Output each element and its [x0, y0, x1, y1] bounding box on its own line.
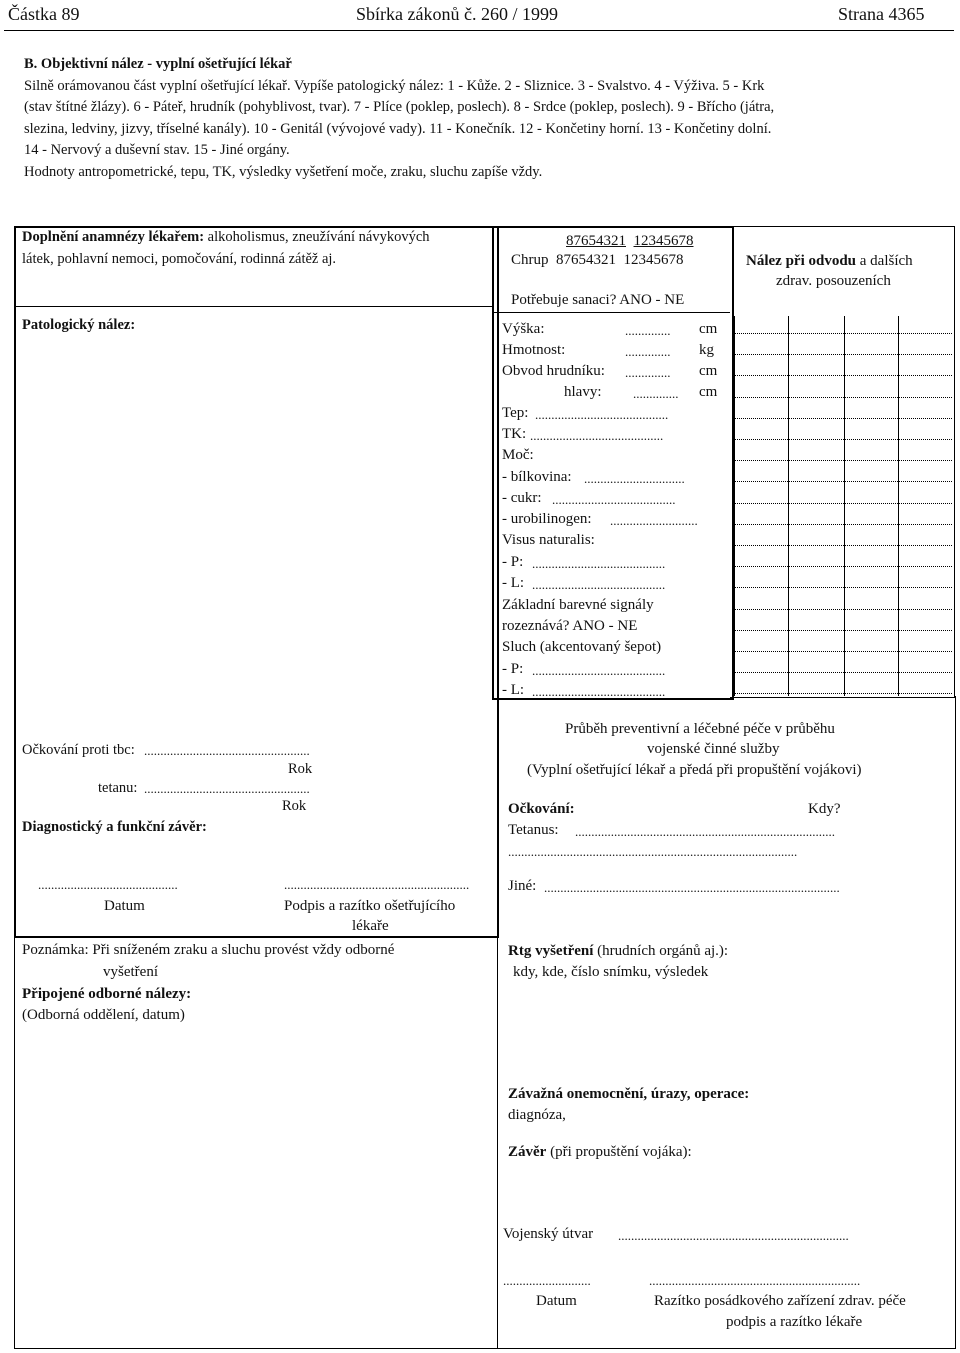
zaver-propusteni: [508, 1143, 692, 1162]
vyska-label: Výška:: [502, 321, 545, 337]
nalez-odvod-bold: Nález při odvodu: [746, 253, 857, 269]
rtg-line1: [508, 942, 728, 961]
visus-l-dots: .........................................: [532, 577, 666, 592]
nalez-odvod-line2: zdrav. posouzeních: [776, 273, 891, 289]
bilkovina-label: - bílkovina:: [502, 469, 572, 485]
tetanus-dots: ................................................................................: [575, 824, 835, 839]
intro-line: slezina, ledviny, jizvy, tříselné kanály). 10 - Genitál (vývojové vady). 11 - Konečník. 12 - Končetiny horní. 13 - Končetiny dolní.: [24, 120, 772, 137]
moc-label: Moč:: [502, 447, 534, 463]
hlavy-unit: cm: [699, 384, 718, 400]
header-center: Sbírka zákonů č. 260 / 1999: [356, 4, 558, 24]
header-left: Částka 89: [8, 4, 80, 24]
anamneza-line2: látek, pohlavní nemoci, pomočování, rodinná zátěž aj.: [22, 251, 337, 267]
urobilinogen-dots: ...........................: [610, 513, 698, 528]
chrup-bottom-left: 87654321: [556, 252, 616, 268]
jine-label: Jiné:: [508, 878, 537, 894]
sanace: Potřebuje sanaci? ANO - NE: [511, 292, 685, 308]
intro-line: Silně orámovanou část vyplní ošetřující lékař. Vypíše patologický nález: 1 - Kůže. 2 - Sliznice. 3 - Svalstvo. 4 - Výživa. 5 - Krk: [24, 77, 765, 94]
zaver-bold: Závěr: [508, 1144, 547, 1160]
utvar-dots: .......................................................................: [618, 1228, 849, 1243]
poznamka-line2: vyšetření: [103, 964, 158, 980]
poznamka-line3: (Odborná oddělení, datum): [22, 1007, 185, 1023]
utvar-datum-dots: ...........................: [503, 1273, 591, 1288]
hmotnost-dots: ..............: [625, 344, 671, 359]
pripojene-label: Připojené odborné nálezy:: [22, 986, 192, 1002]
utvar-label: Vojenský útvar: [503, 1226, 594, 1242]
obvod-dots: ..............: [625, 365, 671, 380]
prubeh-line3: (Vyplní ošetřující lékař a předá při propuštění vojákovi): [527, 762, 862, 778]
intro-section: [24, 54, 949, 183]
rtg-line2: kdy, kde, číslo snímku, výsledek: [513, 964, 709, 980]
intro-line: 14 - Nervový a duševní stav. 15 - Jiné orgány.: [24, 142, 290, 158]
grid-dotted-row: [734, 672, 952, 673]
rtg-rest: (hrudních orgánů aj.):: [593, 943, 729, 959]
obvod-label: Obvod hrudníku:: [502, 363, 605, 379]
grid-dotted-row: [734, 545, 952, 546]
grid-dotted-row: [734, 354, 952, 355]
right-frame: [730, 226, 955, 698]
grid-dotted-row: [734, 609, 952, 610]
visus-p-dots: .........................................: [532, 556, 666, 571]
sluch-label: Sluch (akcentovaný šepot): [502, 639, 662, 655]
anamneza-divider: [14, 306, 494, 307]
grid-dotted-row: [734, 481, 952, 482]
datum-label: Datum: [104, 898, 145, 914]
chrup-label: Chrup: [511, 252, 549, 268]
vyska-dots: ..............: [625, 323, 671, 338]
sluch-l-label: - L:: [502, 682, 525, 698]
nalez-odvod-rest1: a dalších: [856, 253, 913, 269]
visus-l-label: - L:: [502, 575, 525, 591]
hmotnost-label: Hmotnost:: [502, 342, 566, 358]
sluch-p-dots: .........................................: [532, 663, 666, 678]
tbc-dots: ...................................................: [144, 743, 310, 758]
chrup-top-row: [566, 232, 694, 251]
utvar-datum-label: Datum: [536, 1293, 577, 1309]
razitko-line1: Razítko posádkového zařízení zdrav. péče: [654, 1293, 906, 1309]
grid-dotted-row: [734, 587, 952, 588]
chrup-top-right: 12345678: [633, 233, 694, 249]
grid-dotted-row: [734, 630, 952, 631]
ockovani-label: Očkování:: [508, 801, 575, 817]
tetanu-dots: ...................................................: [144, 781, 310, 796]
chrup-divider: [493, 312, 730, 313]
grid-column-line: [898, 316, 899, 696]
grid-dotted-row: [734, 460, 952, 461]
grid-dotted-row: [734, 693, 952, 694]
grid-dotted-row: [734, 503, 952, 504]
grid-dotted-row: [734, 418, 952, 419]
patologicky-nalez-label: Patologický nález:: [22, 317, 136, 333]
lower-divider: [497, 696, 498, 1348]
nalez-odvod-line1: [746, 252, 913, 271]
grid-dotted-row: [734, 333, 952, 334]
grid-dotted-row: [734, 651, 952, 652]
tetanu-label: tetanu:: [98, 780, 138, 796]
obvod-unit: cm: [699, 363, 718, 379]
hlavy-dots: ..............: [633, 386, 679, 401]
zaver-rest: (při propuštění vojáka):: [546, 1144, 692, 1160]
barvy-line1: Základní barevné signály: [502, 597, 654, 613]
header-right: Strana 4365: [838, 4, 925, 24]
intro-title: B. Objektivní nález - vyplní ošetřující lékař: [24, 56, 292, 72]
zavazna-label: Závažná onemocnění, úrazy, operace:: [508, 1086, 750, 1102]
intro-line: (stav štítné žlázy). 6 - Páteř, hrudník (pohyblivost, tvar). 7 - Plíce (poklep, poslech). 8 - Srdce (poklep, poslech). 9 - Břícho (játra,: [24, 99, 775, 115]
urobilinogen-label: - urobilinogen:: [502, 511, 592, 527]
anamneza-label: Doplnění anamnézy lékařem:: [22, 229, 205, 245]
rok-2: Rok: [282, 798, 307, 814]
grid-column-line: [788, 316, 789, 696]
podpis-label2: lékaře: [352, 918, 389, 934]
header-rule: [4, 30, 954, 31]
barvy-line2: rozeznává? ANO - NE: [502, 618, 638, 634]
intro-line: Hodnoty antropometrické, tepu, TK, výsledky vyšetření moče, zraku, sluchu zapíše vždy.: [24, 163, 543, 180]
visus-p-label: - P:: [502, 554, 524, 570]
tep-label: Tep:: [502, 405, 529, 421]
jine-dots: ...........................................................................................: [544, 880, 840, 895]
cukr-dots: ......................................: [552, 492, 676, 507]
tk-dots: .........................................: [530, 428, 664, 443]
prubeh-line1: Průběh preventivní a léčebné péče v průběhu: [565, 721, 835, 737]
zaver-label: Diagnostický a funkční závěr:: [22, 819, 207, 835]
grid-dotted-row: [734, 566, 952, 567]
tep-dots: .........................................: [535, 407, 669, 422]
ockovani-dots: .........................................................................................: [508, 844, 798, 859]
hmotnost-unit: kg: [699, 342, 714, 358]
grid-dotted-row: [734, 397, 952, 398]
podpis-dots: .........................................................: [284, 877, 470, 892]
bilkovina-dots: ...............................: [584, 471, 685, 486]
grid-dotted-row: [734, 375, 952, 376]
rtg-bold: Rtg vyšetření: [508, 943, 594, 959]
datum-dots: ...........................................: [38, 877, 178, 892]
razitko-dots: .................................................................: [649, 1273, 861, 1288]
podpis-label1: Podpis a razítko ošetřujícího: [284, 898, 456, 914]
poznamka-line1: Poznámka: Při sníženém zraku a sluchu provést vždy odborné: [22, 942, 395, 958]
chrup-bottom-row: [511, 251, 684, 270]
kdy-label: Kdy?: [808, 801, 841, 817]
anamneza-line1: [22, 228, 430, 246]
cukr-label: - cukr:: [502, 490, 542, 506]
vyska-unit: cm: [699, 321, 718, 337]
grid-dotted-row: [734, 439, 952, 440]
tetanus-label: Tetanus:: [508, 822, 559, 838]
tbc-label: Očkování proti tbc:: [22, 742, 135, 758]
tk-label: TK:: [502, 426, 527, 442]
chrup-top-left: 87654321: [566, 233, 626, 249]
chrup-bottom-right: 12345678: [623, 252, 684, 268]
sluch-p-label: - P:: [502, 661, 524, 677]
grid-column-line: [734, 316, 735, 696]
razitko-line2: podpis a razítko lékaře: [726, 1314, 863, 1330]
rok-1: Rok: [288, 761, 313, 777]
sluch-l-dots: .........................................: [532, 684, 666, 699]
prubeh-line2: vojenské činné služby: [647, 741, 780, 757]
diagnoza-label: diagnóza,: [508, 1107, 566, 1123]
hlavy-label: hlavy:: [564, 384, 602, 400]
grid-column-line: [844, 316, 845, 696]
visus-label: Visus naturalis:: [502, 532, 595, 548]
anamneza-text1: alkoholismus, zneužívání návykových: [204, 229, 430, 245]
grid-dotted-row: [734, 524, 952, 525]
